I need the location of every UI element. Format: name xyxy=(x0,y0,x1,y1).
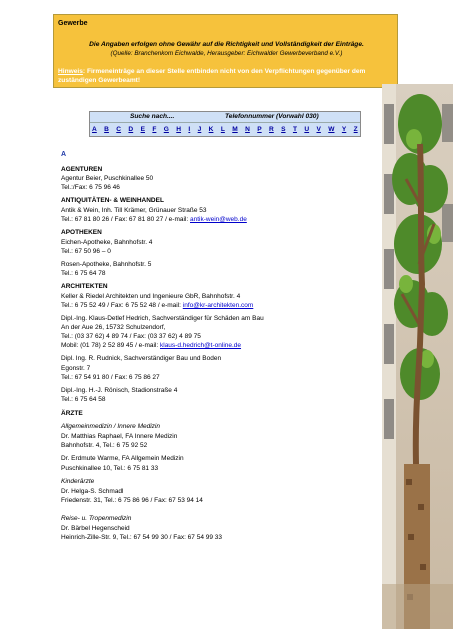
entry-text: Reise- u. Tropenmedizin xyxy=(61,515,132,522)
entry-line xyxy=(61,261,151,268)
notice-text xyxy=(58,67,398,85)
entry-text: Bahnhofstr. 4, Tel.: 6 75 92 52 xyxy=(61,442,148,449)
entry-text: Dr. Helga-S. Schmadl xyxy=(61,488,124,495)
entry-text: Tel.: 6 75 52 49 / Fax: 6 75 52 48 / e-mail: xyxy=(61,302,183,309)
entry-line xyxy=(61,207,206,214)
letter-link-b[interactable]: B xyxy=(104,126,109,133)
entry-line xyxy=(61,342,241,349)
letter-link-i[interactable]: I xyxy=(188,126,191,133)
entry-text: Tel.: 67 81 80 26 / Fax: 67 81 80 27 / e-mail: xyxy=(61,216,190,223)
search-label: Suche nach.... xyxy=(130,113,175,120)
category-heading xyxy=(61,197,164,204)
entry-line xyxy=(61,497,203,504)
letter-index xyxy=(90,123,360,136)
letter-link-h[interactable]: H xyxy=(176,126,182,133)
entry-text: Kinderärzte xyxy=(61,478,95,485)
entry-text: Antik & Wein, Inh. Till Krämer, Grünauer Straße 53 xyxy=(61,207,207,214)
letter-link-a[interactable]: A xyxy=(92,126,97,133)
letter-link-c[interactable]: C xyxy=(116,126,122,133)
notice-label: Hinweis xyxy=(58,68,83,75)
entry-text: Tel.: 67 54 91 80 / Fax: 6 75 86 27 xyxy=(61,374,160,381)
email-link[interactable]: klaus-d.hedrich@t-online.de xyxy=(160,342,242,349)
entry-text: Egonstr. 7 xyxy=(61,365,91,372)
entry-text: Dr. Matthias Raphael, FA Innere Medizin xyxy=(61,433,178,440)
entry-text: Keller & Riedel Architekten und Ingenieure GbR, Bahnhofstr. 4 xyxy=(61,293,241,300)
subcategory-label xyxy=(61,515,131,522)
entry-text: ÄRZTE xyxy=(61,410,83,417)
entry-text: Eichen-Apotheke, Bahnhofstr. 4 xyxy=(61,239,153,246)
entry-line xyxy=(61,248,111,255)
letter-link-j[interactable]: J xyxy=(197,126,202,133)
entry-text: Dr. Erdmute Warme, FA Allgemein Medizin xyxy=(61,455,184,462)
letter-link-u[interactable]: U xyxy=(304,126,310,133)
entry-text: An der Aue 26, 15732 Schulzendorf, xyxy=(61,324,166,331)
entry-line xyxy=(61,302,253,309)
entry-line xyxy=(61,175,153,182)
letter-link-z[interactable]: Z xyxy=(353,126,358,133)
category-heading xyxy=(61,410,83,417)
entry-text: Puschkinallee 10, Tel.: 6 75 81 33 xyxy=(61,465,159,472)
entry-line xyxy=(61,433,177,440)
letter-link-r[interactable]: R xyxy=(269,126,274,133)
entry-text: Dr. Bärbel Hegenscheid xyxy=(61,525,130,532)
letter-link-m[interactable]: M xyxy=(232,126,238,133)
entry-text: Friedenstr. 31, Tel.: 6 75 86 96 / Fax: 67 53 94 14 xyxy=(61,497,203,504)
subcategory-label xyxy=(61,423,160,430)
entry-text: ANTIQUITÄTEN- & WEINHANDEL xyxy=(61,197,164,204)
category-label: Gewerbe xyxy=(58,20,88,27)
entry-line xyxy=(61,324,165,331)
letter-link-n[interactable]: N xyxy=(245,126,250,133)
entry-line xyxy=(61,534,222,541)
entry-text: Heinrich-Zille-Str. 9, Tel.: 67 54 99 30 / Fax: 67 54 99 33 xyxy=(61,534,223,541)
tree-mural-photo xyxy=(382,84,453,629)
page xyxy=(53,14,398,625)
letter-link-s[interactable]: S xyxy=(281,126,286,133)
phone-label: Telefonnummer (Vorwahl 030) xyxy=(225,113,319,120)
letter-link-y[interactable]: Y xyxy=(341,126,347,133)
entry-line xyxy=(61,374,160,381)
letter-link-d[interactable]: D xyxy=(128,126,134,133)
entry-line xyxy=(61,488,124,495)
disclaimer-text: Die Angaben erfolgen ohne Gewähr auf die Richtigkeit und Vollständigkeit der Einträge. xyxy=(89,41,364,48)
letter-link-t[interactable]: T xyxy=(292,126,297,133)
entry-line xyxy=(61,387,177,394)
entry-line xyxy=(61,465,158,472)
entry-text: Tel.:/Fax: 6 75 96 46 xyxy=(61,184,120,191)
entry-text: Dipl.-Ing. H.-J. Rönisch, Stadionstraße 4 xyxy=(61,387,178,394)
letter-link-e[interactable]: E xyxy=(140,126,145,133)
entry-line xyxy=(61,270,105,277)
entry-line xyxy=(61,184,120,191)
entry-text: Tel.: (03 37 62) 4 89 74 / Fax: (03 37 62) 4 89 75 xyxy=(61,333,201,340)
entry-line xyxy=(61,216,247,223)
entry-line xyxy=(61,355,221,362)
header-banner xyxy=(53,14,398,88)
search-box xyxy=(89,111,361,137)
entry-line xyxy=(61,455,184,462)
letter-link-g[interactable]: G xyxy=(163,126,169,133)
entry-line xyxy=(61,396,105,403)
entry-line xyxy=(61,333,201,340)
letter-link-v[interactable]: V xyxy=(316,126,321,133)
letter-link-l[interactable]: L xyxy=(220,126,225,133)
letter-link-f[interactable]: F xyxy=(152,126,157,133)
directory-content xyxy=(53,88,384,625)
entry-text: Dipl.-Ing. Klaus-Detlef Hedrich, Sachverständiger für Schäden am Bau xyxy=(61,315,264,322)
letter-link-k[interactable]: K xyxy=(208,126,214,133)
entry-text: Mobil: (01 78) 2 52 89 45 / e-mail: xyxy=(61,342,160,349)
entry-text: Dipl. Ing. R. Rudnick, Sachverständiger Bau und Boden xyxy=(61,355,222,362)
category-heading xyxy=(61,229,102,236)
notice-body: : Firmeneinträge an dieser Stelle entbinden nicht von den Verpflichtungen gegenüber dem zuständigen Gewerbeamt! xyxy=(58,68,366,84)
entry-line xyxy=(61,239,152,246)
entry-text: Agentur Beier, Puschkinallee 50 xyxy=(61,175,154,182)
email-link[interactable]: antik-wein@web.de xyxy=(190,216,247,223)
category-heading xyxy=(61,283,108,290)
letter-link-w[interactable]: W xyxy=(328,126,335,133)
entry-line xyxy=(61,293,240,300)
source-text: (Quelle: Branchenkom Eichwalde, Herausgeber: Eichwalder Gewerbeverband e.V.) xyxy=(110,50,343,57)
letter-link-p[interactable]: P xyxy=(257,126,262,133)
entry-line xyxy=(61,525,130,532)
entry-text: Tel.: 67 50 96 – 0 xyxy=(61,248,111,255)
entry-text: Tel.: 6 75 64 78 xyxy=(61,270,106,277)
category-heading xyxy=(61,166,102,173)
entry-line xyxy=(61,365,90,372)
subcategory-label xyxy=(61,478,94,485)
search-header xyxy=(90,112,360,123)
entry-text: APOTHEKEN xyxy=(61,229,102,236)
entry-text: Tel.: 6 75 64 58 xyxy=(61,396,106,403)
entry-text: AGENTUREN xyxy=(61,166,103,173)
entry-line xyxy=(61,315,264,322)
entry-line xyxy=(61,442,147,449)
entry-text: ARCHITEKTEN xyxy=(61,283,108,290)
email-link[interactable]: info@kr-architekten.com xyxy=(182,302,254,309)
entry-text: Rosen-Apotheke, Bahnhofstr. 5 xyxy=(61,261,152,268)
section-letter: A xyxy=(61,151,67,158)
entry-text: Allgemeinmedizin / Innere Medizin xyxy=(61,423,160,430)
